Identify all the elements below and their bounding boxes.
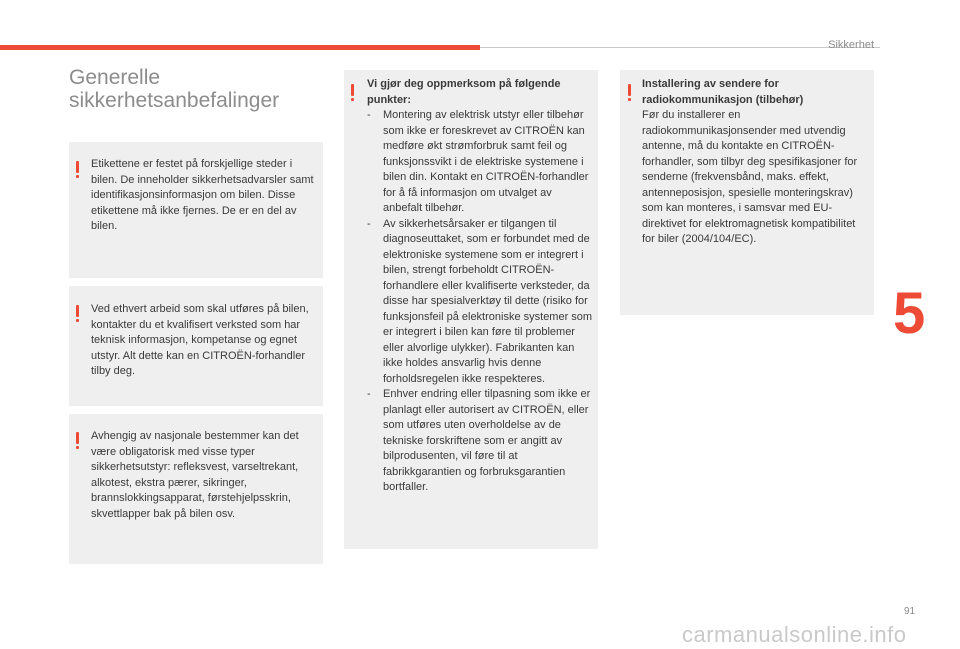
notice-heading: Vi gjør deg oppmerksom på følgende punkter: [367, 78, 561, 106]
page-title [69, 66, 319, 112]
info-text-radio [642, 77, 868, 248]
title-line-1: Generelle [69, 66, 161, 89]
info-text-labels [91, 157, 317, 235]
header-accent-bar [0, 45, 480, 50]
list-item: - Montering av elektrisk utstyr eller tilbehør som ikke er foreskrevet av CITROËN kan medføre økt strømforbruk samt feil og funksjonssvikt i de elektriske systemene i bilen din. Kontakt en CITROËN-forhandler for å få informasjon om utvalget av anbefalt tilbehør. [367, 109, 589, 214]
watermark: carmanualsonline.info [682, 622, 907, 647]
warning-icon [76, 305, 80, 322]
radio-heading: Installering av sendere for radiokommunikasjon (tilbehør) [642, 78, 804, 106]
warning-icon [76, 161, 80, 178]
list-item: - Enhver endring eller tilpasning som ikke er planlagt eller autorisert av CITROËN, eller som utføres uten overholdelse av de tekniske forskriftene som er angitt av bilprodusenten, vil føre til at fabrikkgarantien og forbruksgarantien bortfaller. [367, 388, 591, 493]
warning-icon [628, 84, 632, 101]
list-item: - Av sikkerhetsårsaker er tilgangen til diagnoseuttaket, som er forbundet med de elektroniske systemene som er integrert i bilen, strengt forbeholdt CITROËN-forhandlere eller kvalifiserte verksteder, da disse har spesialverktøy til dette (risiko for funksjonsfeil på elektroniske systemer som er integrert i bilen kan føre til problemer eller alvorlige ulykker). Fabrikanten kan ikke holdes ansvarlig hvis denne forholdsregelen ikke respekteres. [367, 217, 593, 385]
safety-equipment-paragraph: Avhengig av nasjonale bestemmer kan det være obligatorisk med visse typer sikkerhetsutstyr: refleksvest, varseltrekant, alkotest, ekstra pærer, sikringer, brannslokkingsapparat, førstehjelpsskrin, skvettlapper bak på bilen osv. [91, 430, 299, 520]
info-text-workshop [91, 302, 317, 380]
warning-icon [351, 84, 355, 101]
title-line-2: sikkerhetsanbefalinger [69, 89, 280, 112]
labels-paragraph: Etikettene er festet på forskjellige steder i bilen. De inneholder sikkerhetsadvarsler samt identifikasjonsinformasjon om bilen. Disse etikettene må ikke fjernes. De er en del av bilen. [91, 158, 314, 232]
info-text-safety-equipment [91, 429, 317, 522]
header-divider [480, 47, 880, 48]
info-text-notice [367, 77, 593, 496]
notice-item-3: Enhver endring eller tilpasning som ikke er planlagt eller autorisert av CITROËN, eller som utføres uten overholdelse av de tekniske forskriftene som er angitt av bilprodusenten, vil føre til at fabrikkgarantien og forbruksgarantien bortfaller. [383, 388, 591, 493]
notice-item-1: Montering av elektrisk utstyr eller tilbehør som ikke er foreskrevet av CITROËN kan medføre økt strømforbruk samt feil og funksjonssvikt i de elektriske systemene i bilen din. Kontakt en CITROËN-forhandler for å få informasjon om utvalget av anbefalt tilbehør. [383, 109, 589, 214]
chapter-number: 5 [893, 281, 926, 346]
radio-body: Før du installerer en radiokommunikasjonsender med utvendig antenne, må du kontakte en CITROËN-forhandler, som tilbyr deg spesifikasjoner for senderne (frekvensbånd, maks. effekt, antenneposisjon, spesielle monteringskrav) som kan monteres, i samsvar med EU-direktivet for elektromagnetisk kompatibilitet for biler (2004/104/EC). [642, 109, 858, 245]
warning-icon [76, 432, 80, 449]
notice-item-2: Av sikkerhetsårsaker er tilgangen til diagnoseuttaket, som er forbundet med de elektroniske systemene som er integrert i bilen, strengt forbeholdt CITROËN-forhandlere eller kvalifiserte verksteder, da disse har spesialverktøy til dette (risiko for funksjonsfeil på elektroniske systemer som er integrert i bilen kan føre til problemer eller alvorlige ulykker). Fabrikanten kan ikke holdes ansvarlig hvis denne forholdsregelen ikke respekteres. [383, 217, 593, 385]
page-number: 91 [904, 606, 916, 617]
workshop-paragraph: Ved ethvert arbeid som skal utføres på bilen, kontakter du et kvalifisert verksted som har teknisk informasjon, kompetanse og egnet utstyr. Alt dette kan en CITROËN-forhandler tilby deg. [91, 303, 309, 377]
section-label: Sikkerhet [828, 39, 874, 51]
